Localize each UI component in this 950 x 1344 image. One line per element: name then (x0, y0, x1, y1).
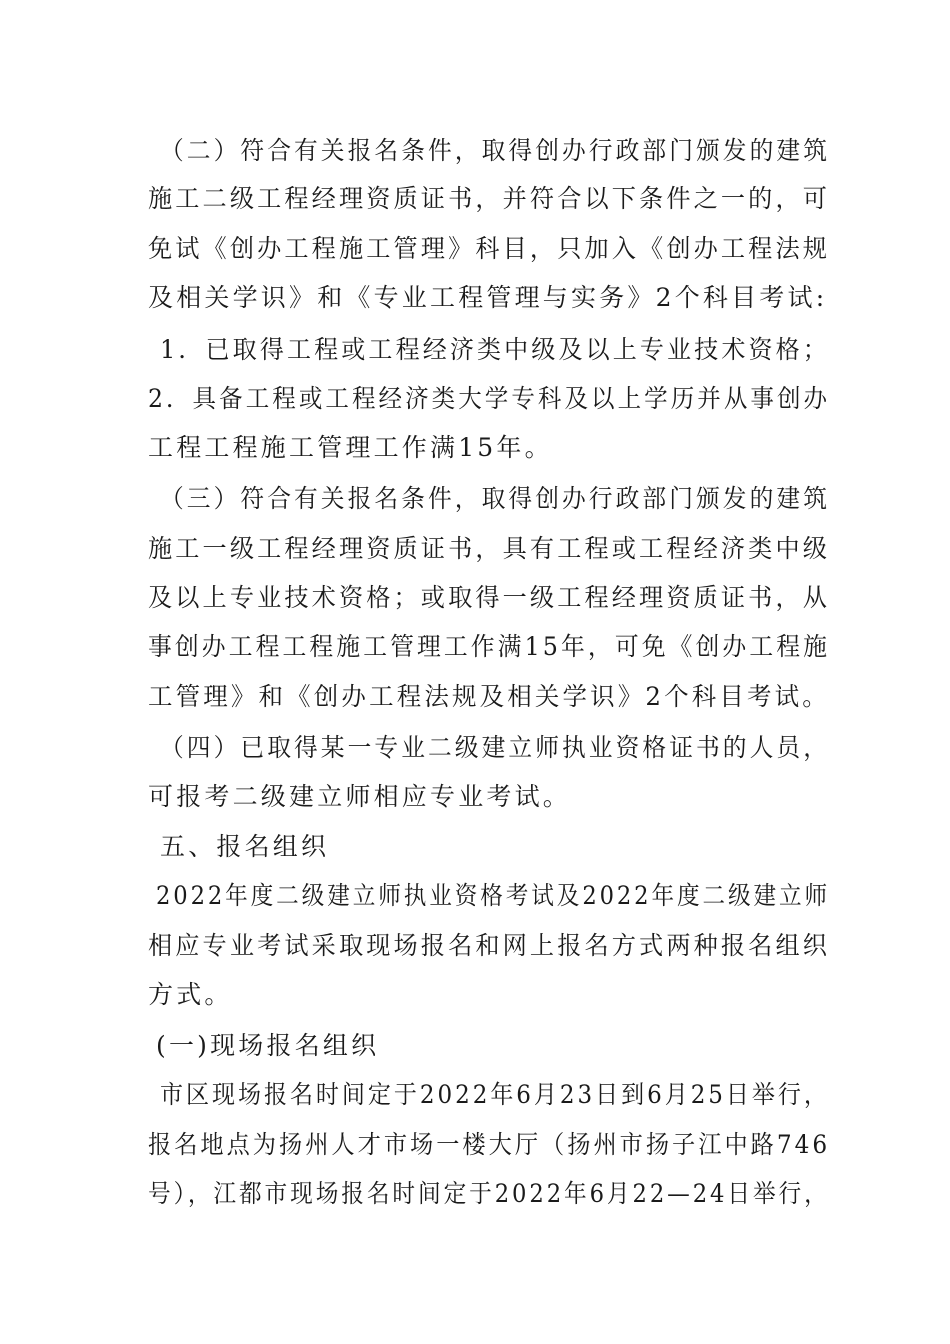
paragraph-line: 可报考二级建立师相应专业考试。 (148, 782, 572, 811)
paragraph-line: 方式。 (148, 980, 233, 1009)
paragraph-line: 工管理》和《创办工程法规及相关学识》2个科目考试。 (148, 682, 830, 711)
paragraph-line: 及以上专业技术资格；或取得一级工程经理资质证书，从 (148, 583, 831, 612)
list-item: 1．已取得工程或工程经济类中级及以上专业技术资格； (160, 335, 830, 364)
paragraph-line: 市区现场报名时间定于2022年6月23日到6月25日举行， (160, 1080, 830, 1109)
paragraph-line: 施工一级工程经理资质证书，具有工程或工程经济类中级 (148, 534, 831, 563)
paragraph-line: 2022年度二级建立师执业资格考试及2022年度二级建立师 (156, 881, 831, 910)
paragraph-line: （三）符合有关报名条件，取得创办行政部门颁发的建筑 (160, 484, 831, 513)
paragraph-line: 工程工程施工管理工作满15年。 (148, 433, 553, 462)
paragraph-line: 免试《创办工程施工管理》科目，只加入《创办工程法规 (148, 234, 831, 263)
list-item: 2．具备工程或工程经济类大学专科及以上学历并从事创办 (148, 384, 831, 413)
paragraph-line: 施工二级工程经理资质证书，并符合以下条件之一的，可 (148, 184, 831, 213)
paragraph-line: 相应专业考试采取现场报名和网上报名方式两种报名组织 (148, 931, 831, 960)
paragraph-line: 号），江都市现场报名时间定于2022年6月22—24日举行， (148, 1179, 830, 1208)
section-heading: 五、报名组织 (160, 832, 330, 861)
paragraph-line: 报名地点为扬州人才市场一楼大厅（扬州市扬子江中路746 (148, 1130, 831, 1159)
subsection-heading: (一)现场报名组织 (156, 1031, 380, 1060)
paragraph-line: 及相关学识》和《专业工程管理与实务》2个科目考试: (148, 283, 828, 312)
paragraph-line: （四）已取得某一专业二级建立师执业资格证书的人员， (160, 733, 831, 762)
paragraph-line: （二）符合有关报名条件，取得创办行政部门颁发的建筑 (160, 136, 831, 165)
paragraph-line: 事创办工程工程施工管理工作满15年，可免《创办工程施 (148, 632, 831, 661)
